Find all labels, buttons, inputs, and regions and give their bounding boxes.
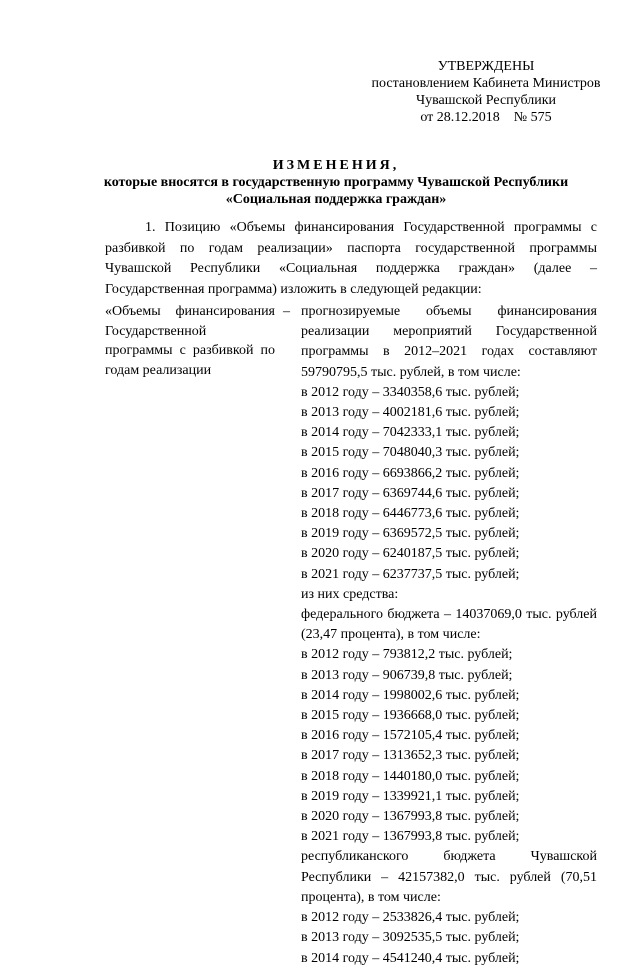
total-year-2013: в 2013 году – 4002181,6 тыс. рублей;	[301, 405, 520, 421]
total-year-2017: в 2017 году – 6369744,6 тыс. рублей;	[301, 485, 520, 501]
approval-decree: постановлением Кабинета Министров	[371, 76, 601, 91]
total-year-2018: в 2018 году – 6446773,6 тыс. рублей;	[301, 506, 520, 522]
approval-heading: УТВЕРЖДЕНЫ	[437, 59, 535, 74]
total-year-2014: в 2014 году – 7042333,1 тыс. рублей;	[301, 425, 520, 441]
document-title	[70, 157, 602, 208]
federal-year-2016: в 2016 году – 1572105,4 тыс. рублей;	[301, 728, 520, 744]
approval-stamp	[361, 58, 611, 126]
total-year-2019: в 2019 году – 6369572,5 тыс. рублей;	[301, 526, 520, 542]
total-year-2020: в 2020 году – 6240187,5 тыс. рублей;	[301, 546, 520, 562]
of-which-label: из них средства:	[301, 586, 399, 602]
federal-year-2015: в 2015 году – 1936668,0 тыс. рублей;	[301, 708, 520, 724]
financing-details	[301, 302, 597, 969]
approval-republic: Чувашской Республики	[415, 93, 557, 108]
federal-year-2019: в 2019 году – 1339921,1 тыс. рублей;	[301, 788, 520, 804]
republican-year-2012: в 2012 году – 2533826,4 тыс. рублей;	[301, 910, 520, 926]
republican-year-2013: в 2013 году – 3092535,5 тыс. рублей;	[301, 930, 520, 946]
federal-year-2018: в 2018 году – 1440180,0 тыс. рублей;	[301, 768, 520, 784]
federal-year-2017: в 2017 году – 1313652,3 тыс. рублей;	[301, 748, 520, 764]
federal-year-2020: в 2020 году – 1367993,8 тыс. рублей;	[301, 809, 520, 825]
federal-budget: федерального бюджета – 14037069,0 тыс. рублей (23,47 процента), в том числе:	[301, 607, 597, 643]
total-year-2015: в 2015 году – 7048040,3 тыс. рублей;	[301, 445, 520, 461]
title-heading: ИЗМЕНЕНИЯ,	[272, 158, 400, 173]
federal-year-2013: в 2013 году – 906739,8 тыс. рублей;	[301, 667, 513, 683]
federal-year-2014: в 2014 году – 1998002,6 тыс. рублей;	[301, 687, 520, 703]
position-dash: –	[283, 304, 290, 319]
approval-date-number: от 28.12.2018 № 575	[420, 110, 552, 125]
total-year-2021: в 2021 году – 6237737,5 тыс. рублей;	[301, 566, 520, 582]
title-subtitle-1: которые вносятся в государственную программу Чувашской Республики	[103, 175, 569, 190]
total-year-2016: в 2016 году – 6693866,2 тыс. рублей;	[301, 465, 520, 481]
position-name: «Объемы финансирования Государственной программы с разбивкой по годам реализации	[105, 304, 275, 378]
federal-year-2012: в 2012 году – 793812,2 тыс. рублей;	[301, 647, 513, 663]
republican-year-2014: в 2014 году – 4541240,4 тыс. рублей;	[301, 950, 520, 966]
total-financing: прогнозируемые объемы финансирования реализации мероприятий Государственной программы в 2012–2021 годах составляют 59790795,5 тыс. рублей, в том числе:	[301, 304, 597, 380]
total-year-2012: в 2012 году – 3340358,6 тыс. рублей;	[301, 384, 520, 400]
intro-paragraph: 1. Позицию «Объемы финансирования Государственной программы с разбивкой по годам реализации» паспорта государственной программы Чувашской Республики «Социальная поддержка граждан» (далее – Государственная программа) изложить в следующей редакции:	[105, 220, 597, 297]
republican-budget: республиканского бюджета Чувашской Республики – 42157382,0 тыс. рублей (70,51 процента), в том числе:	[301, 849, 597, 905]
title-subtitle-2: «Социальная поддержка граждан»	[225, 192, 447, 207]
federal-year-2021: в 2021 году – 1367993,8 тыс. рублей;	[301, 829, 520, 845]
